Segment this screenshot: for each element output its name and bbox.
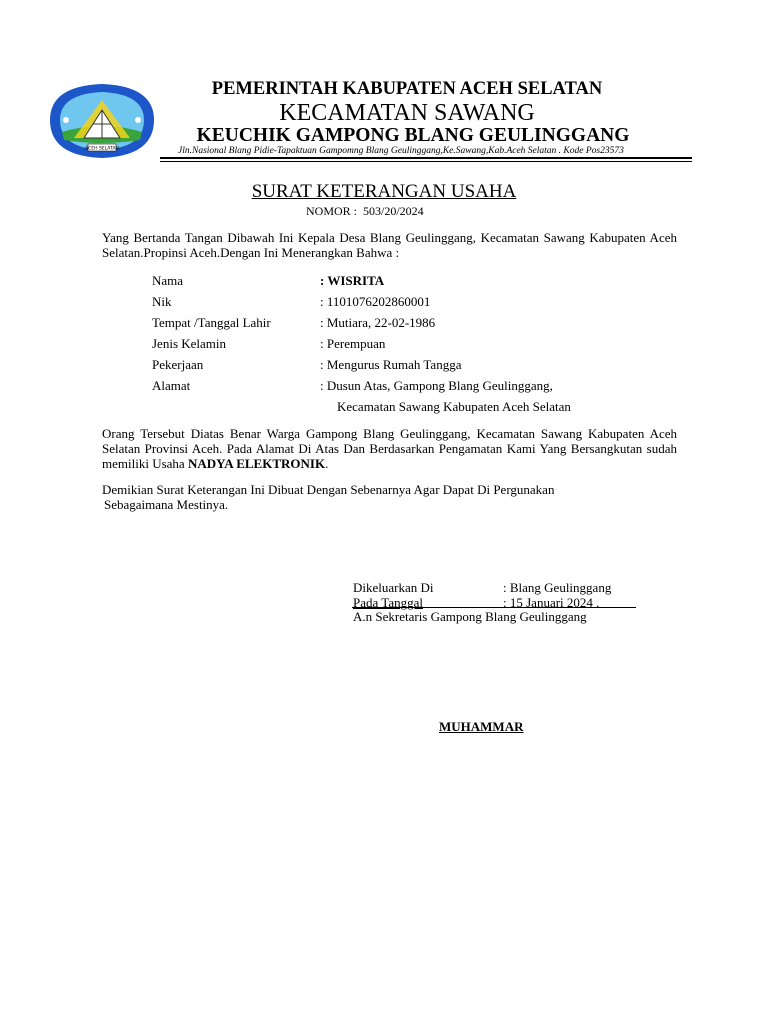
letterhead-district: KECAMATAN SAWANG xyxy=(279,100,535,126)
closing-line-2: Sebagaimana Mestinya. xyxy=(104,497,229,512)
date-label: Pada Tanggal xyxy=(353,595,423,610)
letterhead-village-head: KEUCHIK GAMPONG BLANG GEULINGGANG xyxy=(196,125,630,146)
letter-title: SURAT KETERANGAN USAHA xyxy=(251,181,517,202)
field-label-nik: Nik xyxy=(152,294,172,309)
field-label-occupation: Pekerjaan xyxy=(152,357,204,372)
field-value-address: : Dusun Atas, Gampong Blang Geulinggang, xyxy=(320,378,553,393)
field-value-address-cont: Kecamatan Sawang Kabupaten Aceh Selatan xyxy=(337,399,571,414)
closing-line-1: Demikian Surat Keterangan Ini Dibuat Dengan Sebenarnya Agar Dapat Di Pergunakan xyxy=(102,482,555,497)
letterhead-rule-thick xyxy=(160,157,692,159)
field-value-occupation: : Mengurus Rumah Tangga xyxy=(320,357,462,372)
field-value-nik: : 1101076202860001 xyxy=(320,294,431,309)
field-label-gender: Jenis Kelamin xyxy=(152,336,227,351)
field-value-name: : WISRITA xyxy=(320,273,385,288)
signer-name: MUHAMMAR xyxy=(439,719,524,734)
letterhead-rule-thin xyxy=(160,161,692,162)
field-label-name: Nama xyxy=(152,273,184,288)
business-name: NADYA ELEKTRONIK xyxy=(187,456,326,471)
issued-value: : Blang Geulinggang xyxy=(503,580,612,595)
body-text: Orang Tersebut Diatas Benar Warga Gampong Blang Geulinggang, Kecamatan Sawang Kabupaten Aceh Selatan Provinsi Aceh. Pada Alamat Di Atas Dan Berdasarkan Pengamatan Kami Yang Bersangkutan sudah memiliki Usaha xyxy=(102,426,677,471)
body-end: . xyxy=(325,456,329,471)
field-value-birth: : Mutiara, 22-02-1986 xyxy=(320,315,436,330)
body-paragraph xyxy=(102,426,677,471)
field-label-birth: Tempat /Tanggal Lahir xyxy=(152,315,271,330)
letterhead-government: PEMERINTAH KABUPATEN ACEH SELATAN xyxy=(211,79,603,99)
letter-number: NOMOR : 503/20/2024 xyxy=(306,204,424,218)
on-behalf: A.n Sekretaris Gampong Blang Geulinggang xyxy=(353,609,587,624)
emblem-text: ACEH SELATAN xyxy=(85,146,119,152)
date-underline xyxy=(352,607,636,608)
date-value: : 15 Januari 2024 . xyxy=(503,595,600,610)
intro-paragraph: Yang Bertanda Tangan Dibawah Ini Kepala Desa Blang Geulinggang, Kecamatan Sawang Kabupaten Aceh Selatan.Propinsi Aceh.Dengan Ini Menerangkan Bahwa : xyxy=(102,230,677,260)
field-label-address: Alamat xyxy=(152,378,191,393)
closing-paragraph xyxy=(102,482,677,512)
issued-label: Dikeluarkan Di xyxy=(353,580,434,595)
field-value-gender: : Perempuan xyxy=(320,336,386,351)
letterhead-address: Jln.Nasional Blang Pidie-Tapaktuan Gampomng Blang Geulinggang,Ke.Sawang,Kab.Aceh Selatan . Kode Pos23573 xyxy=(178,146,624,156)
